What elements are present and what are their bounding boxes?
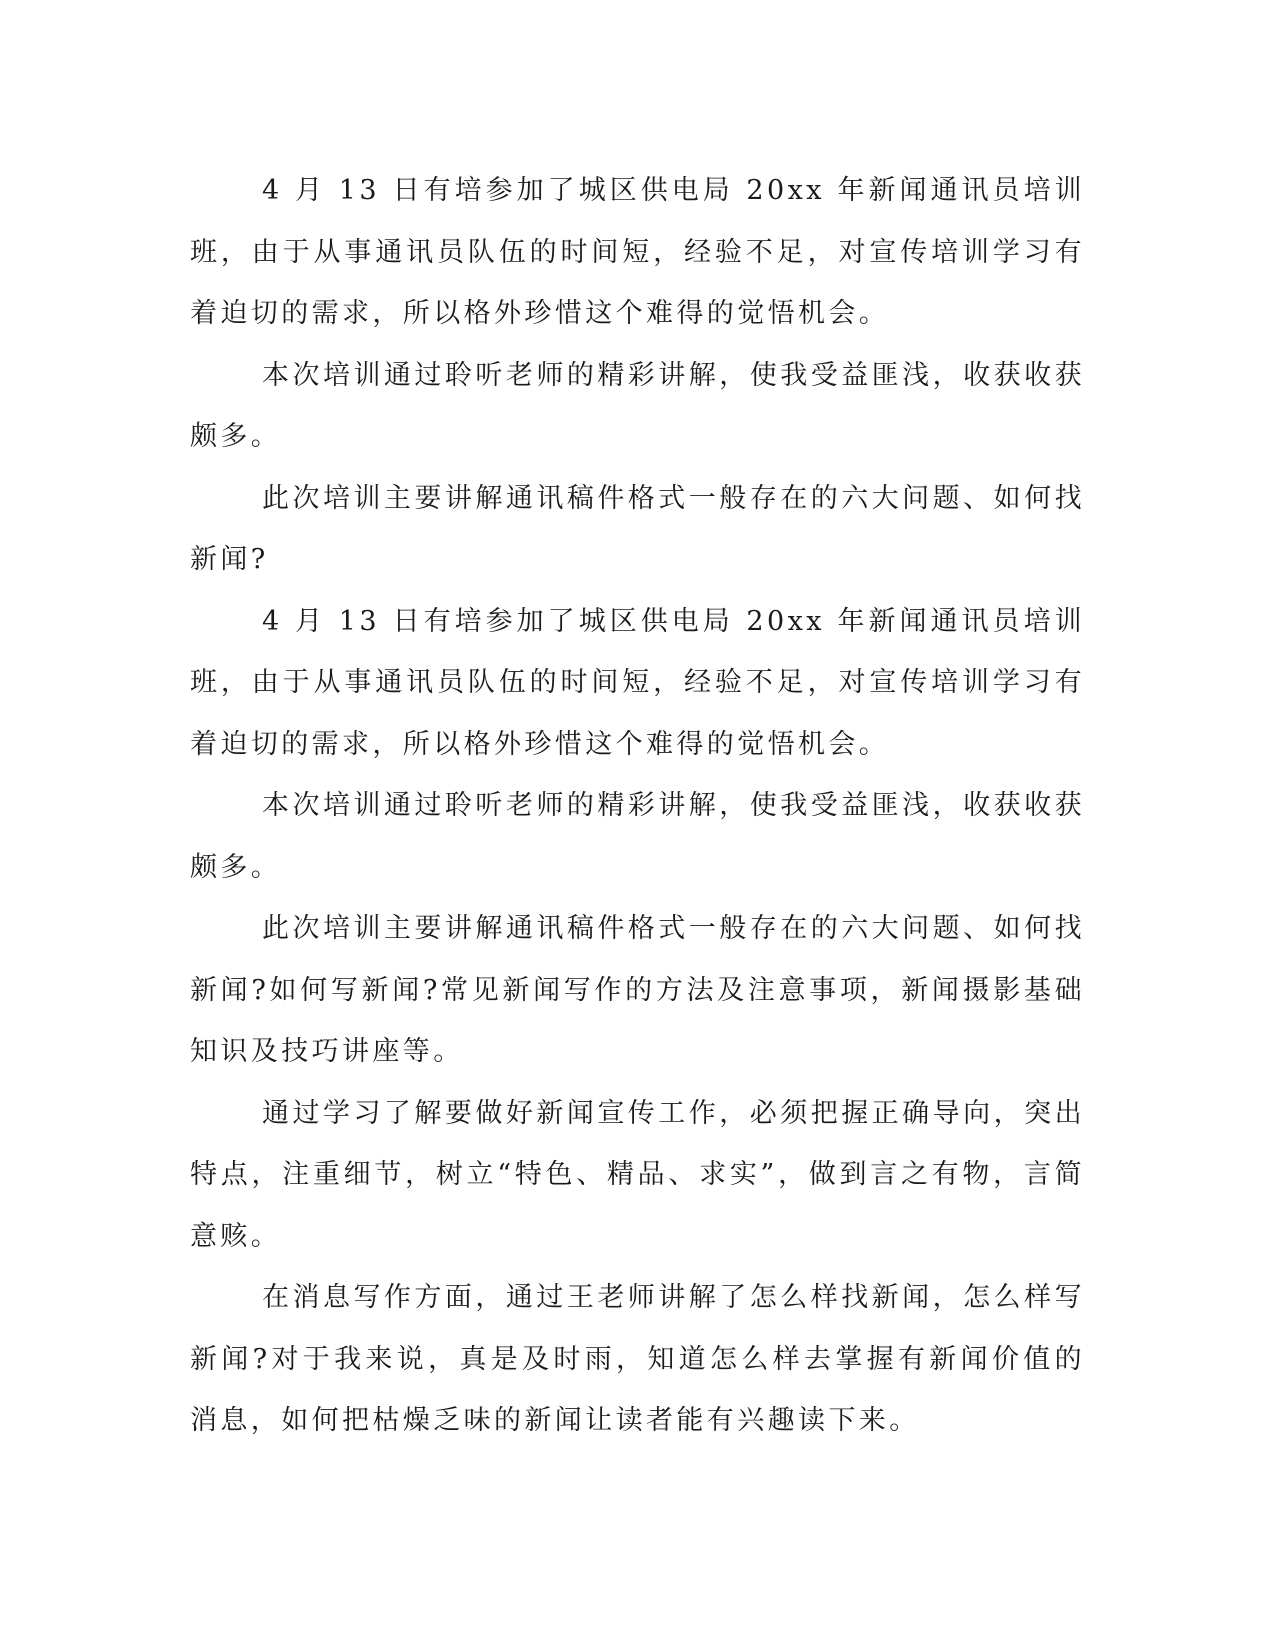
paragraph-6: 此次培训主要讲解通讯稿件格式一般存在的六大问题、如何找新闻?如何写新闻?常见新闻写作的方法及注意事项，新闻摄影基础知识及技巧讲座等。 (190, 913, 1085, 1067)
paragraph-1: 4 月 13 日有培参加了城区供电局 20xx 年新闻通讯员培训班，由于从事通讯员队伍的时间短，经验不足，对宣传培训学习有着迫切的需求，所以格外珍惜这个难得的觉悟机会。 (190, 175, 1085, 329)
paragraph-8: 在消息写作方面，通过王老师讲解了怎么样找新闻，怎么样写新闻?对于我来说，真是及时雨，知道怎么样去掌握有新闻价值的消息，如何把枯燥乏味的新闻让读者能有兴趣读下来。 (190, 1282, 1085, 1436)
paragraph-3: 此次培训主要讲解通讯稿件格式一般存在的六大问题、如何找新闻? (190, 482, 1085, 575)
document-body (190, 160, 1085, 1452)
paragraph-7: 通过学习了解要做好新闻宣传工作，必须把握正确导向，突出特点，注重细节，树立“特色、精品、求实”，做到言之有物，言简意赅。 (190, 1097, 1085, 1252)
paragraph-4: 4 月 13 日有培参加了城区供电局 20xx 年新闻通讯员培训班，由于从事通讯员队伍的时间短，经验不足，对宣传培训学习有着迫切的需求，所以格外珍惜这个难得的觉悟机会。 (190, 605, 1085, 760)
paragraph-5: 本次培训通过聆听老师的精彩讲解，使我受益匪浅，收获收获颇多。 (190, 790, 1085, 883)
paragraph-2: 本次培训通过聆听老师的精彩讲解，使我受益匪浅，收获收获颇多。 (190, 359, 1085, 452)
